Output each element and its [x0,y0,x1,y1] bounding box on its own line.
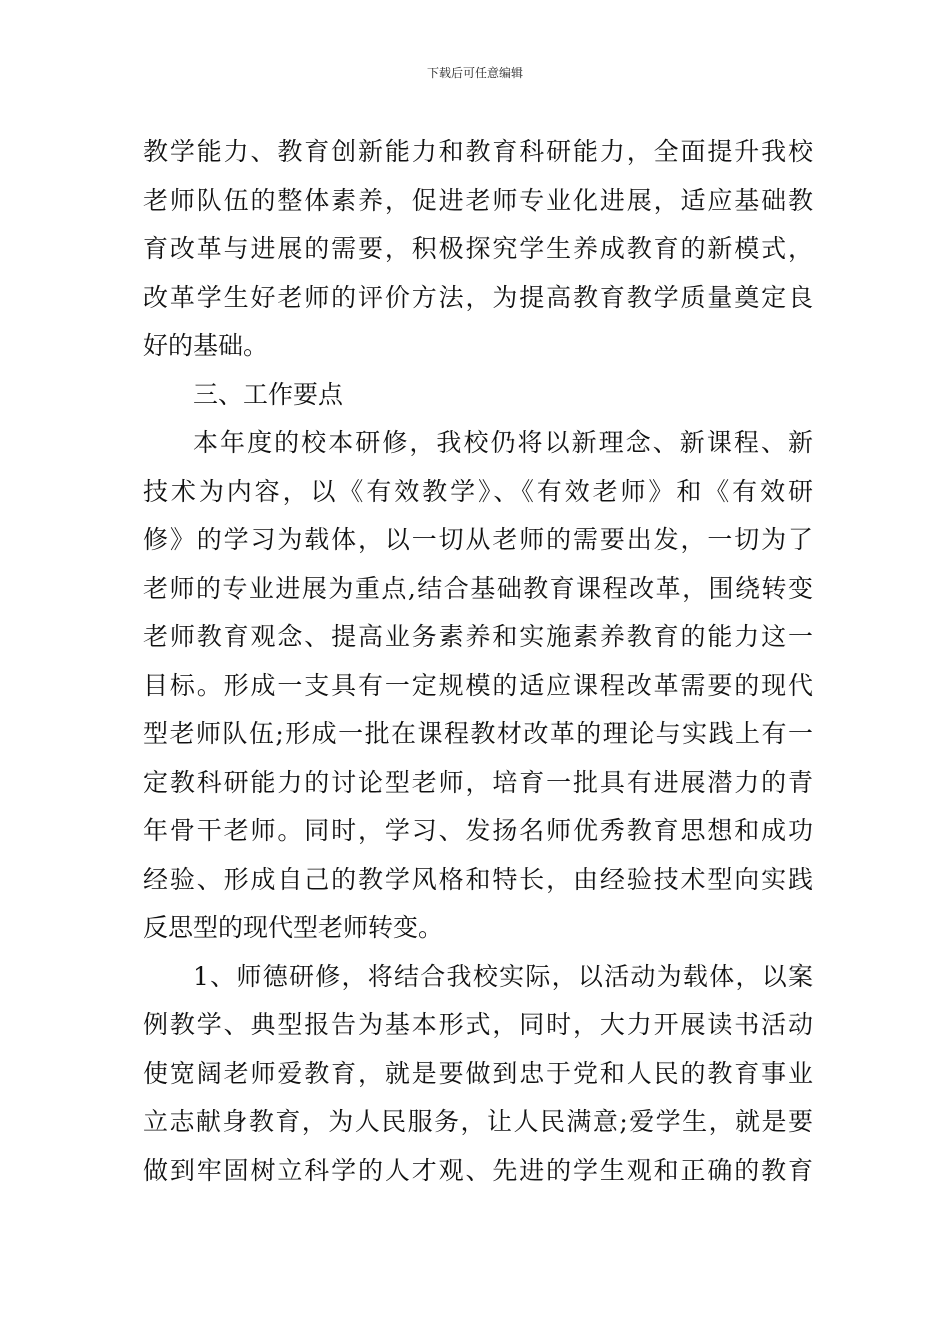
text-line: 改革学生好老师的评价方法，为提高教育教学质量奠定良 [143,282,813,312]
text-line: 立志献身教育，为人民服务，让人民满意;爱学生，就是要 [143,1107,813,1136]
text-line: 反思型的现代型老师转变。 [143,913,444,942]
text-line: 年骨干老师。同时，学习、发扬名师优秀教育思想和成功 [143,816,813,845]
text-line: 三、工作要点 [193,379,344,409]
text-line: 老师的专业进展为重点,结合基础教育课程改革，围绕转变 [143,573,813,603]
text-line: 做到牢固树立科学的人才观、先进的学生观和正确的教育 [143,1155,813,1185]
text-line: 经验、形成自己的教学风格和特长，由经验技术型向实践 [143,864,813,894]
page-header: 下载后可任意编辑 [426,66,523,80]
text-line: 目标。形成一支具有一定规模的适应课程改革需要的现代 [143,670,813,700]
text-line: 老师队伍的整体素养，促进老师专业化进展，适应基础教 [143,185,813,215]
text-line: 修》的学习为载体，以一切从老师的需要出发，一切为了 [143,525,813,554]
text-line: 1、师德研修，将结合我校实际，以活动为载体，以案 [193,961,813,991]
text-line: 使宽阔老师爱教育，就是要做到忠于党和人民的教育事业 [143,1058,813,1088]
document-body [143,128,813,1195]
text-line: 型老师队伍;形成一批在课程教材改革的理论与实践上有一 [143,719,813,748]
text-line: 老师教育观念、提高业务素养和实施素养教育的能力这一 [143,622,813,651]
text-line: 教学能力、教育创新能力和教育科研能力，全面提升我校 [143,137,813,166]
text-line: 好的基础。 [143,331,269,360]
text-line: 例教学、典型报告为基本形式，同时，大力开展读书活动 [143,1010,813,1039]
text-line: 本年度的校本研修，我校仍将以新理念、新课程、新 [193,428,813,457]
text-line: 技术为内容，以《有效教学》、《有效老师》和《有效研 [143,476,813,506]
text-line: 育改革与进展的需要，积极探究学生养成教育的新模式， [143,234,813,263]
text-line: 定教科研能力的讨论型老师，培育一批具有进展潜力的青 [143,767,813,797]
